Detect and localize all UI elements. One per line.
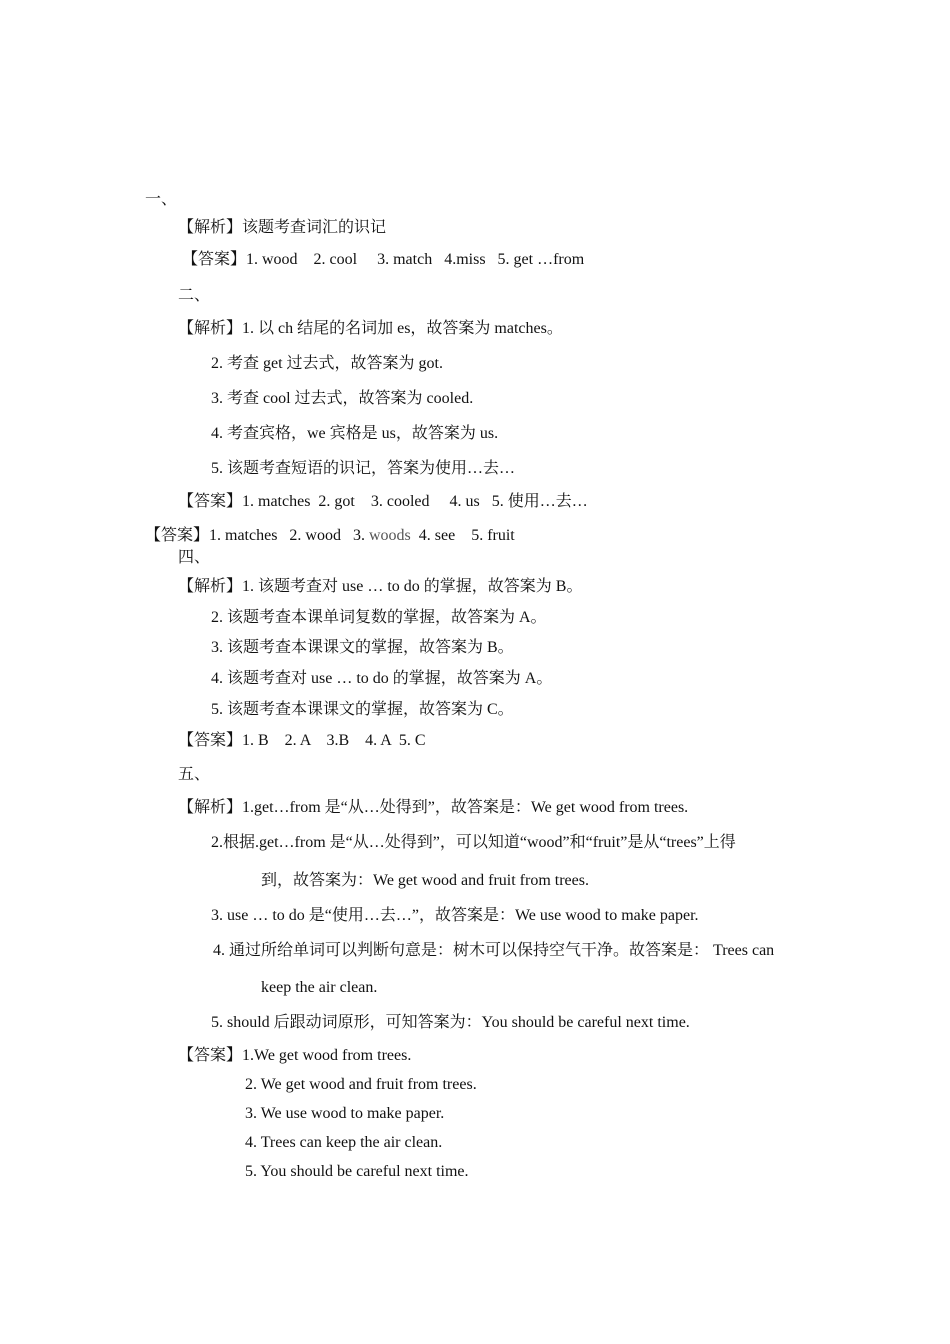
section-4-analysis-1: 【解析】1. 该题考查对 use … to do 的掌握，故答案为 B。 bbox=[178, 578, 583, 595]
section-2-analysis-5: 5. 该题考查短语的识记，答案为使用…去… bbox=[211, 460, 516, 477]
section-5-analysis-3: 3. use … to do 是“使用…去…”，故答案是：We use wood to make paper. bbox=[211, 907, 699, 924]
section-3-answer bbox=[145, 526, 515, 546]
section-2-analysis-3: 3. 考查 cool 过去式，故答案为 cooled. bbox=[211, 390, 474, 407]
section-5-answer-5: 5. You should be careful next time. bbox=[245, 1163, 469, 1180]
section-5-analysis-5: 5. should 后跟动词原形，可知答案为：You should be careful next time. bbox=[211, 1014, 690, 1031]
section-5-analysis-2-cont: 到，故答案为：We get wood and fruit from trees. bbox=[261, 872, 589, 889]
section-5-answer-3: 3. We use wood to make paper. bbox=[245, 1105, 445, 1122]
section-3-answer-woods: woods bbox=[368, 527, 411, 544]
section-1-answer: 【答案】1. wood 2. cool 3. match 4.miss 5. get …from bbox=[182, 251, 585, 268]
section-1-heading: 一、 bbox=[145, 191, 178, 208]
section-4-analysis-2: 2. 该题考查本课单词复数的掌握，故答案为 A。 bbox=[211, 609, 547, 626]
section-4-analysis-4: 4. 该题考查对 use … to do 的掌握，故答案为 A。 bbox=[211, 670, 553, 687]
section-3-answer-prefix: 【答案】1. matches 2. wood 3. bbox=[145, 527, 369, 544]
section-5-analysis-1: 【解析】1.get…from 是“从…处得到”，故答案是：We get wood from trees. bbox=[178, 799, 689, 816]
section-5-analysis-4-cont: keep the air clean. bbox=[261, 979, 378, 996]
section-3-answer-suffix: 4. see 5. fruit bbox=[410, 527, 515, 544]
section-5-analysis-4: 4. 通过所给单词可以判断句意是：树木可以保持空气干净。故答案是： Trees can bbox=[213, 942, 775, 959]
section-2-analysis-2: 2. 考查 get 过去式，故答案为 got. bbox=[211, 355, 443, 372]
section-5-heading: 五、 bbox=[178, 766, 211, 783]
section-5-answer-4: 4. Trees can keep the air clean. bbox=[245, 1134, 443, 1151]
section-5-analysis-2: 2.根据.get…from 是“从…处得到”，可以知道“wood”和“fruit”是从“trees”上得 bbox=[211, 834, 736, 851]
section-2-heading: 二、 bbox=[178, 287, 211, 304]
section-4-analysis-5: 5. 该题考查本课课文的掌握，故答案为 C。 bbox=[211, 701, 514, 718]
section-2-analysis-1: 【解析】1. 以 ch 结尾的名词加 es，故答案为 matches。 bbox=[178, 320, 563, 337]
section-5-answer-2: 2. We get wood and fruit from trees. bbox=[245, 1076, 477, 1093]
section-1-analysis: 【解析】该题考查词汇的识记 bbox=[178, 219, 387, 236]
section-5-answer-1: 【答案】1.We get wood from trees. bbox=[178, 1047, 412, 1064]
section-2-answer: 【答案】1. matches 2. got 3. cooled 4. us 5. 使用…去… bbox=[178, 493, 588, 510]
section-4-answer: 【答案】1. B 2. A 3.B 4. A 5. C bbox=[178, 732, 426, 749]
section-2-analysis-4: 4. 考查宾格，we 宾格是 us，故答案为 us. bbox=[211, 425, 499, 442]
section-4-analysis-3: 3. 该题考查本课课文的掌握，故答案为 B。 bbox=[211, 639, 514, 656]
section-4-heading: 四、 bbox=[178, 549, 211, 566]
